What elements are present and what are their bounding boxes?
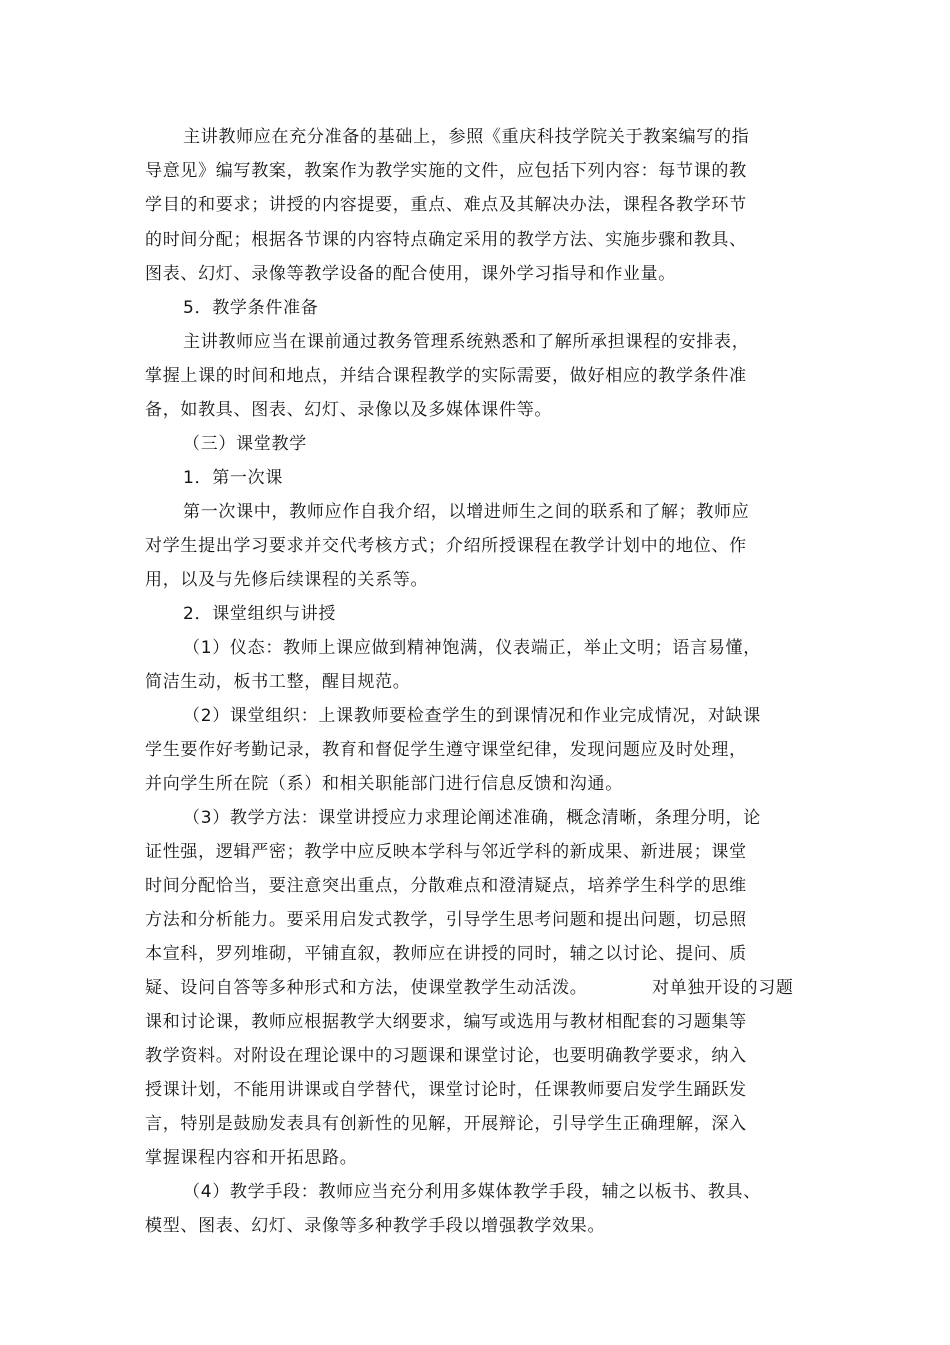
body-text-line: 掌握课程内容和开拓思路。: [145, 1148, 358, 1168]
body-text-line: 掌握上课的时间和地点，并结合课程教学的实际需要，做好相应的教学条件准: [145, 366, 747, 386]
body-text-line: 言，特别是鼓励发表具有创新性的见解，开展辩论，引导学生正确理解，深入: [145, 1114, 747, 1134]
body-text-line: 图表、幻灯、录像等教学设备的配合使用，课外学习指导和作业量。: [145, 264, 676, 284]
body-text-line: 备，如教具、图表、幻灯、录像以及多媒体课件等。: [145, 400, 553, 420]
body-text-line: 主讲教师应在充分准备的基础上，参照《重庆科技学院关于教案编写的指: [183, 127, 750, 147]
body-text-line: 主讲教师应当在课前通过教务管理系统熟悉和了解所承担课程的安排表，: [183, 332, 750, 352]
section-heading: 2．课堂组织与讲授: [183, 604, 337, 624]
body-text-line: 教学资料。对附设在理论课中的习题课和课堂讨论，也要明确教学要求，纳入: [145, 1046, 747, 1066]
body-text-line: 课和讨论课，教师应根据教学大纲要求，编写或选用与教材相配套的习题集等: [145, 1012, 747, 1032]
body-text-line: 模型、图表、幻灯、录像等多种教学手段以增强教学效果。: [145, 1216, 606, 1236]
body-text-line: 方法和分析能力。要采用启发式教学，引导学生思考问题和提出问题，切忌照: [145, 910, 747, 930]
body-text-line: 时间分配恰当，要注意突出重点，分散难点和澄清疑点，培养学生科学的思维: [145, 876, 747, 896]
body-text-line: 证性强，逻辑严密；教学中应反映本学科与邻近学科的新成果、新进展；课堂: [145, 842, 747, 862]
body-text-line: 第一次课中，教师应作自我介绍，以增进师生之间的联系和了解；教师应: [183, 502, 750, 522]
body-text-line: 学目的和要求；讲授的内容提要，重点、难点及其解决办法，课程各教学环节: [145, 195, 747, 215]
body-text-line: 并向学生所在院（系）和相关职能部门进行信息反馈和沟通。: [145, 774, 623, 794]
section-heading: （三）课堂教学: [183, 434, 307, 454]
body-text-line: 本宣科，罗列堆砌，平铺直叙，教师应在讲授的同时，辅之以讨论、提问、质: [145, 944, 747, 964]
body-text-line: （1）仪态：教师上课应做到精神饱满，仪表端正，举止文明；语言易懂，: [183, 638, 761, 658]
section-heading: 1．第一次课: [183, 468, 284, 488]
body-text-line: 授课计划，不能用讲课或自学替代，课堂讨论时，任课教师要启发学生踊跃发: [145, 1080, 747, 1100]
body-text-line: 对学生提出学习要求并交代考核方式；介绍所授课程在教学计划中的地位、作: [145, 536, 747, 556]
body-text-line: 用，以及与先修后续课程的关系等。: [145, 570, 429, 590]
body-text-line: 导意见》编写教案，教案作为教学实施的文件，应包括下列内容：每节课的教: [145, 161, 747, 181]
body-text-line: 简洁生动，板书工整，醒目规范。: [145, 672, 411, 692]
body-text-line: （4）教学手段：教师应当充分利用多媒体教学手段，辅之以板书、教具、: [183, 1182, 761, 1202]
body-text-line: 对单独开设的习题: [652, 978, 794, 998]
body-text-line: 的时间分配；根据各节课的内容特点确定采用的教学方法、实施步骤和教具、: [145, 230, 747, 250]
body-text-line: 疑、设问自答等多种形式和方法，使课堂教学生动活泼。: [145, 978, 588, 998]
body-text-line: 学生要作好考勤记录，教育和督促学生遵守课堂纪律，发现问题应及时处理，: [145, 740, 747, 760]
section-heading: 5．教学条件准备: [183, 298, 319, 318]
body-text-line: （3）教学方法：课堂讲授应力求理论阐述准确，概念清晰，条理分明，论: [183, 808, 761, 828]
body-text-line: （2）课堂组织：上课教师要检查学生的到课情况和作业完成情况，对缺课: [183, 706, 761, 726]
